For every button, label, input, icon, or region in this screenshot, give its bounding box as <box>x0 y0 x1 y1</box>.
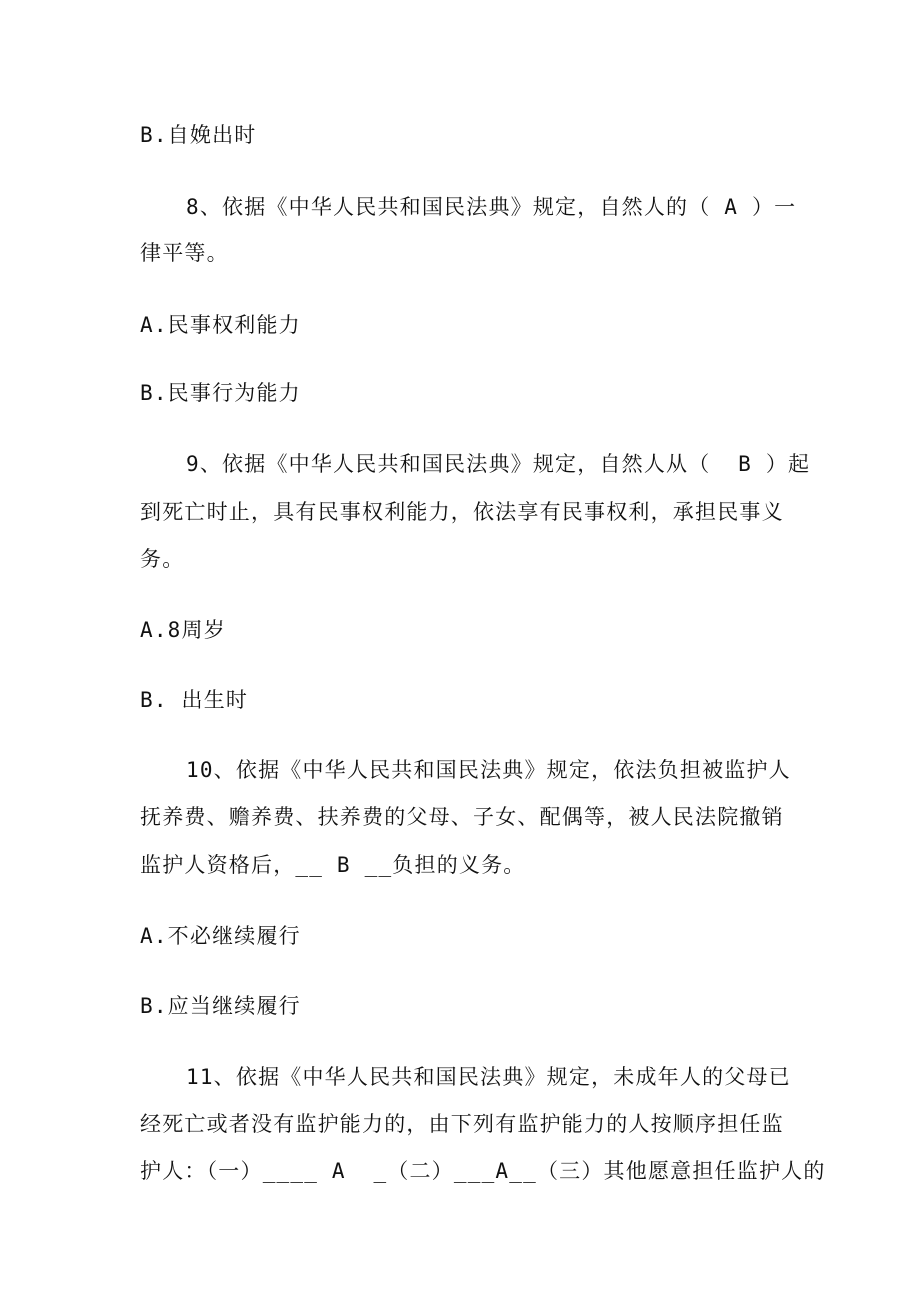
q9-line-3: 务。 <box>140 547 185 571</box>
q8-option-a: A.民事权利能力 <box>140 313 301 337</box>
q11-line-1: 11、依据《中华人民共和国民法典》规定，未成年人的父母已 <box>186 1065 791 1089</box>
q10-option-b: B.应当继续履行 <box>140 994 301 1018</box>
q9-line-1: 9、依据《中华人民共和国民法典》规定，自然人从（ B ）起 <box>186 452 811 476</box>
q9-line-2: 到死亡时止，具有民事权利能力，依法享有民事权利，承担民事义 <box>140 500 784 524</box>
q8-option-b: B.民事行为能力 <box>140 381 301 405</box>
q8-line-2: 律平等。 <box>140 241 229 265</box>
q10-option-a: A.不必继续履行 <box>140 924 301 948</box>
q11-line-2: 经死亡或者没有监护能力的，由下列有监护能力的人按顺序担任监 <box>140 1112 784 1136</box>
q10-line-2: 抚养费、赡养费、扶养费的父母、子女、配偶等，被人民法院撤销 <box>140 805 784 829</box>
q9-option-a: A.8周岁 <box>140 618 226 642</box>
q11-line-3: 护人：（一）____ A _（二）___A__（三）其他愿意担任监护人的 <box>140 1159 826 1183</box>
q10-line-3: 监护人资格后，__ B __负担的义务。 <box>140 853 526 877</box>
q9-option-b: B. 出生时 <box>140 688 249 712</box>
q7-option-b: B.自娩出时 <box>140 123 257 147</box>
q8-line-1: 8、依据《中华人民共和国民法典》规定，自然人的（ A ）一 <box>186 195 797 219</box>
q10-line-1: 10、依据《中华人民共和国民法典》规定，依法负担被监护人 <box>186 758 791 782</box>
